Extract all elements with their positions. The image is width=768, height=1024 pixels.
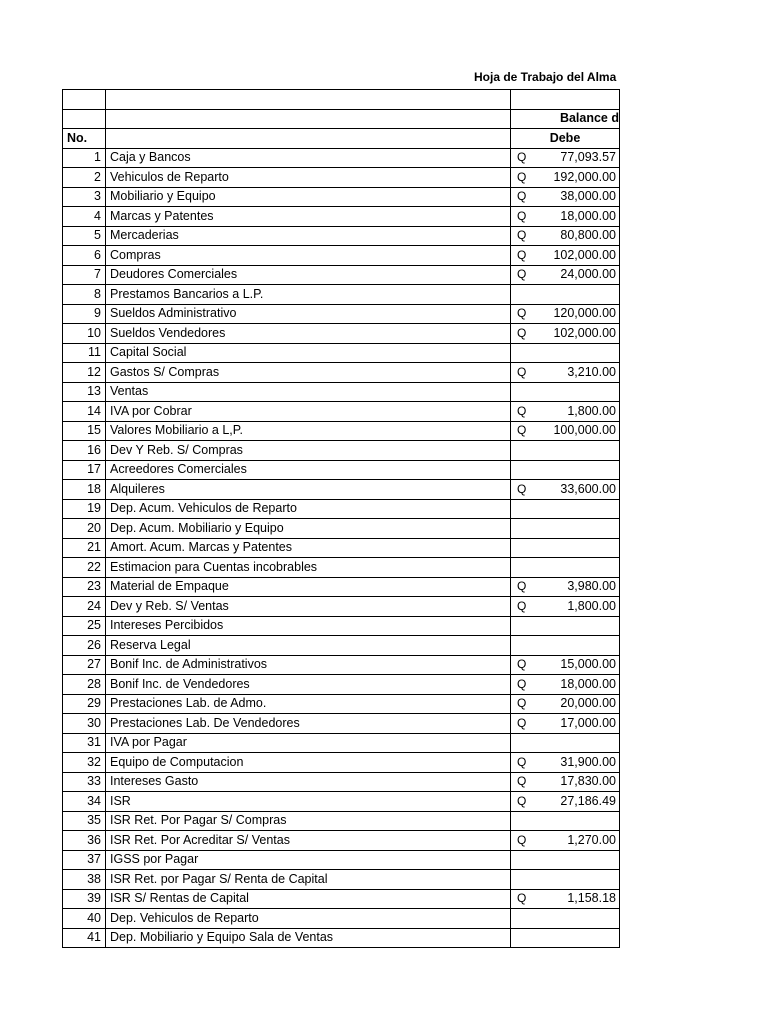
account-name[interactable]: Bonif Inc. de Administrativos <box>106 655 511 675</box>
debe-amount-cell[interactable] <box>511 694 620 714</box>
table-row <box>63 285 620 305</box>
table-row <box>63 577 620 597</box>
account-number[interactable]: 31 <box>63 733 106 753</box>
debe-amount-cell[interactable] <box>511 889 620 909</box>
currency-symbol: Q <box>517 169 527 184</box>
debe-amount: 20,000.00 <box>560 696 616 711</box>
debe-amount-cell[interactable] <box>511 499 620 519</box>
account-number[interactable]: 36 <box>63 831 106 851</box>
header-blank-row <box>63 90 620 110</box>
cell[interactable] <box>63 90 106 110</box>
table-row <box>63 850 620 870</box>
debe-amount-cell[interactable] <box>511 772 620 792</box>
debe-amount: 17,830.00 <box>560 774 616 789</box>
account-number[interactable]: 32 <box>63 753 106 773</box>
debe-amount: 18,000.00 <box>560 208 616 223</box>
account-number[interactable]: 8 <box>63 285 106 305</box>
account-number[interactable]: 13 <box>63 382 106 402</box>
account-name[interactable]: ISR Ret. por Pagar S/ Renta de Capital <box>106 870 511 890</box>
table-row <box>63 772 620 792</box>
debe-amount: 18,000.00 <box>560 676 616 691</box>
account-name[interactable]: ISR Ret. Por Acreditar S/ Ventas <box>106 831 511 851</box>
currency-symbol: Q <box>517 696 527 711</box>
debe-amount-cell[interactable] <box>511 168 620 188</box>
account-name[interactable]: Dep. Vehiculos de Reparto <box>106 909 511 929</box>
account-number[interactable]: 3 <box>63 187 106 207</box>
account-name[interactable]: Acreedores Comerciales <box>106 460 511 480</box>
table-row <box>63 246 620 266</box>
debe-amount-cell[interactable] <box>511 714 620 734</box>
currency-symbol: Q <box>517 189 527 204</box>
account-name[interactable]: ISR <box>106 792 511 812</box>
debe-amount-cell[interactable] <box>511 265 620 285</box>
debe-amount: 120,000.00 <box>553 306 616 321</box>
account-name[interactable]: Vehiculos de Reparto <box>106 168 511 188</box>
debe-amount-cell[interactable] <box>511 460 620 480</box>
currency-symbol: Q <box>517 891 527 906</box>
table-row <box>63 636 620 656</box>
account-number[interactable]: 18 <box>63 480 106 500</box>
debe-amount-cell[interactable] <box>511 870 620 890</box>
currency-symbol: Q <box>517 579 527 594</box>
account-name[interactable]: Sueldos Administrativo <box>106 304 511 324</box>
table-row <box>63 207 620 227</box>
account-name[interactable]: Gastos S/ Compras <box>106 363 511 383</box>
table-row <box>63 558 620 578</box>
currency-symbol: Q <box>517 715 527 730</box>
currency-symbol: Q <box>517 657 527 672</box>
debe-amount-cell[interactable] <box>511 519 620 539</box>
debe-amount-cell[interactable] <box>511 480 620 500</box>
account-name[interactable]: Capital Social <box>106 343 511 363</box>
account-name[interactable]: Dep. Acum. Vehiculos de Reparto <box>106 499 511 519</box>
debe-amount: 24,000.00 <box>560 267 616 282</box>
table-row <box>63 616 620 636</box>
header-columns-row <box>63 129 620 149</box>
account-name[interactable]: Material de Empaque <box>106 577 511 597</box>
debe-amount: 33,600.00 <box>560 481 616 496</box>
table-row <box>63 811 620 831</box>
debe-amount-cell[interactable] <box>511 753 620 773</box>
worksheet-table <box>62 89 620 948</box>
account-number[interactable]: 22 <box>63 558 106 578</box>
currency-symbol: Q <box>517 150 527 165</box>
debe-amount-cell[interactable] <box>511 226 620 246</box>
debe-amount: 1,158.18 <box>567 891 616 906</box>
cell[interactable] <box>511 90 620 110</box>
table-row <box>63 714 620 734</box>
account-number[interactable]: 21 <box>63 538 106 558</box>
account-number[interactable]: 19 <box>63 499 106 519</box>
currency-symbol: Q <box>517 832 527 847</box>
account-number[interactable]: 11 <box>63 343 106 363</box>
debe-amount-cell[interactable] <box>511 616 620 636</box>
debe-amount: 1,270.00 <box>567 832 616 847</box>
table-row <box>63 792 620 812</box>
debe-amount: 1,800.00 <box>567 403 616 418</box>
account-number[interactable]: 41 <box>63 928 106 948</box>
currency-symbol: Q <box>517 364 527 379</box>
account-name[interactable]: Equipo de Computacion <box>106 753 511 773</box>
debe-amount-cell[interactable] <box>511 909 620 929</box>
account-name[interactable]: Dev Y Reb. S/ Compras <box>106 441 511 461</box>
account-number[interactable]: 39 <box>63 889 106 909</box>
debe-amount-cell[interactable] <box>511 421 620 441</box>
debe-amount-cell[interactable] <box>511 558 620 578</box>
account-name[interactable]: IVA por Pagar <box>106 733 511 753</box>
debe-amount-cell[interactable] <box>511 636 620 656</box>
account-number[interactable]: 27 <box>63 655 106 675</box>
account-number[interactable]: 34 <box>63 792 106 812</box>
account-name[interactable]: Intereses Percibidos <box>106 616 511 636</box>
cell[interactable] <box>106 90 511 110</box>
table-row <box>63 187 620 207</box>
sheet-title: Hoja de Trabajo del Alma <box>474 70 617 84</box>
account-number[interactable]: 33 <box>63 772 106 792</box>
account-name[interactable]: Bonif Inc. de Vendedores <box>106 675 511 695</box>
account-number[interactable]: 9 <box>63 304 106 324</box>
table-row <box>63 928 620 948</box>
table-row <box>63 889 620 909</box>
account-name[interactable]: Ventas <box>106 382 511 402</box>
table-row <box>63 168 620 188</box>
account-number[interactable]: 37 <box>63 850 106 870</box>
account-name[interactable]: Valores Mobiliario a L,P. <box>106 421 511 441</box>
debe-amount: 31,900.00 <box>560 754 616 769</box>
debe-amount-cell[interactable] <box>511 811 620 831</box>
debe-amount-cell[interactable] <box>511 831 620 851</box>
currency-symbol: Q <box>517 481 527 496</box>
table-row <box>63 519 620 539</box>
currency-symbol: Q <box>517 247 527 262</box>
cell[interactable] <box>106 129 511 149</box>
debe-amount-cell[interactable] <box>511 343 620 363</box>
account-name[interactable]: Reserva Legal <box>106 636 511 656</box>
account-name[interactable]: Dep. Mobiliario y Equipo Sala de Ventas <box>106 928 511 948</box>
account-number[interactable]: 23 <box>63 577 106 597</box>
table-row <box>63 694 620 714</box>
debe-amount: 102,000.00 <box>553 325 616 340</box>
table-row <box>63 655 620 675</box>
account-number[interactable]: 10 <box>63 324 106 344</box>
debe-amount: 38,000.00 <box>560 189 616 204</box>
account-number[interactable]: 1 <box>63 148 106 168</box>
debe-column-header[interactable]: Debe <box>511 129 620 149</box>
debe-amount: 100,000.00 <box>553 423 616 438</box>
debe-amount: 3,210.00 <box>567 364 616 379</box>
account-name[interactable]: Prestaciones Lab. de Admo. <box>106 694 511 714</box>
account-number[interactable]: 26 <box>63 636 106 656</box>
account-number[interactable]: 35 <box>63 811 106 831</box>
currency-symbol: Q <box>517 774 527 789</box>
debe-amount-cell[interactable] <box>511 304 620 324</box>
debe-amount: 192,000.00 <box>553 169 616 184</box>
account-number[interactable]: 40 <box>63 909 106 929</box>
account-name[interactable]: Amort. Acum. Marcas y Patentes <box>106 538 511 558</box>
table-row <box>63 733 620 753</box>
balance-header[interactable]: Balance d <box>511 109 620 129</box>
table-row <box>63 148 620 168</box>
debe-amount-cell[interactable] <box>511 538 620 558</box>
account-name[interactable]: Mercaderias <box>106 226 511 246</box>
account-name[interactable]: IVA por Cobrar <box>106 402 511 422</box>
account-name[interactable]: Deudores Comerciales <box>106 265 511 285</box>
account-name[interactable]: Marcas y Patentes <box>106 207 511 227</box>
account-number[interactable]: 24 <box>63 597 106 617</box>
debe-amount: 77,093.57 <box>560 150 616 165</box>
table-row <box>63 870 620 890</box>
header-balance-row <box>63 109 620 129</box>
account-number[interactable]: 5 <box>63 226 106 246</box>
debe-amount: 3,980.00 <box>567 579 616 594</box>
account-number[interactable]: 29 <box>63 694 106 714</box>
account-number[interactable]: 38 <box>63 870 106 890</box>
account-name[interactable]: Estimacion para Cuentas incobrables <box>106 558 511 578</box>
table-row <box>63 480 620 500</box>
table-row <box>63 265 620 285</box>
account-number[interactable]: 25 <box>63 616 106 636</box>
cell[interactable] <box>106 109 511 129</box>
account-name[interactable]: ISR Ret. Por Pagar S/ Compras <box>106 811 511 831</box>
cell[interactable] <box>63 109 106 129</box>
debe-amount: 1,800.00 <box>567 598 616 613</box>
account-number[interactable]: 28 <box>63 675 106 695</box>
debe-amount-cell[interactable] <box>511 207 620 227</box>
debe-amount: 17,000.00 <box>560 715 616 730</box>
table-row <box>63 363 620 383</box>
currency-symbol: Q <box>517 208 527 223</box>
table-row <box>63 831 620 851</box>
account-name[interactable]: Intereses Gasto <box>106 772 511 792</box>
table-row <box>63 324 620 344</box>
debe-amount-cell[interactable] <box>511 324 620 344</box>
debe-amount-cell[interactable] <box>511 402 620 422</box>
account-name[interactable]: Sueldos Vendedores <box>106 324 511 344</box>
debe-amount-cell[interactable] <box>511 850 620 870</box>
account-name[interactable]: IGSS por Pagar <box>106 850 511 870</box>
table-row <box>63 226 620 246</box>
table-row <box>63 402 620 422</box>
debe-amount: 102,000.00 <box>553 247 616 262</box>
debe-amount-cell[interactable] <box>511 655 620 675</box>
account-name[interactable]: ISR S/ Rentas de Capital <box>106 889 511 909</box>
account-number[interactable]: 30 <box>63 714 106 734</box>
currency-symbol: Q <box>517 228 527 243</box>
account-name[interactable]: Caja y Bancos <box>106 148 511 168</box>
account-number[interactable]: 7 <box>63 265 106 285</box>
debe-amount-cell[interactable] <box>511 187 620 207</box>
table-row <box>63 460 620 480</box>
table-row <box>63 499 620 519</box>
account-number[interactable]: 16 <box>63 441 106 461</box>
account-name[interactable]: Dev y Reb. S/ Ventas <box>106 597 511 617</box>
table-row <box>63 597 620 617</box>
table-row <box>63 909 620 929</box>
account-number[interactable]: 14 <box>63 402 106 422</box>
account-number[interactable]: 4 <box>63 207 106 227</box>
currency-symbol: Q <box>517 676 527 691</box>
account-name[interactable]: Dep. Acum. Mobiliario y Equipo <box>106 519 511 539</box>
table-row <box>63 538 620 558</box>
account-name[interactable]: Mobiliario y Equipo <box>106 187 511 207</box>
account-name[interactable]: Prestaciones Lab. De Vendedores <box>106 714 511 734</box>
currency-symbol: Q <box>517 598 527 613</box>
currency-symbol: Q <box>517 423 527 438</box>
currency-symbol: Q <box>517 267 527 282</box>
table-row <box>63 421 620 441</box>
account-name[interactable]: Alquileres <box>106 480 511 500</box>
debe-amount-cell[interactable] <box>511 363 620 383</box>
debe-amount-cell[interactable] <box>511 792 620 812</box>
account-name[interactable]: Compras <box>106 246 511 266</box>
currency-symbol: Q <box>517 306 527 321</box>
table-row <box>63 382 620 402</box>
account-number[interactable]: 20 <box>63 519 106 539</box>
debe-amount-cell[interactable] <box>511 148 620 168</box>
currency-symbol: Q <box>517 793 527 808</box>
table-row <box>63 441 620 461</box>
debe-amount-cell[interactable] <box>511 246 620 266</box>
debe-amount-cell[interactable] <box>511 597 620 617</box>
account-number[interactable]: 17 <box>63 460 106 480</box>
table-row <box>63 753 620 773</box>
account-number[interactable]: 2 <box>63 168 106 188</box>
debe-amount: 15,000.00 <box>560 657 616 672</box>
account-name[interactable]: Prestamos Bancarios a L.P. <box>106 285 511 305</box>
debe-amount-cell[interactable] <box>511 441 620 461</box>
debe-amount: 80,800.00 <box>560 228 616 243</box>
currency-symbol: Q <box>517 754 527 769</box>
table-row <box>63 343 620 363</box>
debe-amount-cell[interactable] <box>511 382 620 402</box>
table-row <box>63 675 620 695</box>
account-number[interactable]: 6 <box>63 246 106 266</box>
debe-amount-cell[interactable] <box>511 285 620 305</box>
debe-amount-cell[interactable] <box>511 577 620 597</box>
currency-symbol: Q <box>517 403 527 418</box>
debe-amount: 27,186.49 <box>560 793 616 808</box>
account-number[interactable]: 12 <box>63 363 106 383</box>
debe-amount-cell[interactable] <box>511 928 620 948</box>
no-column-header[interactable]: No. <box>63 129 106 149</box>
debe-amount-cell[interactable] <box>511 733 620 753</box>
account-number[interactable]: 15 <box>63 421 106 441</box>
table-row <box>63 304 620 324</box>
debe-amount-cell[interactable] <box>511 675 620 695</box>
currency-symbol: Q <box>517 325 527 340</box>
